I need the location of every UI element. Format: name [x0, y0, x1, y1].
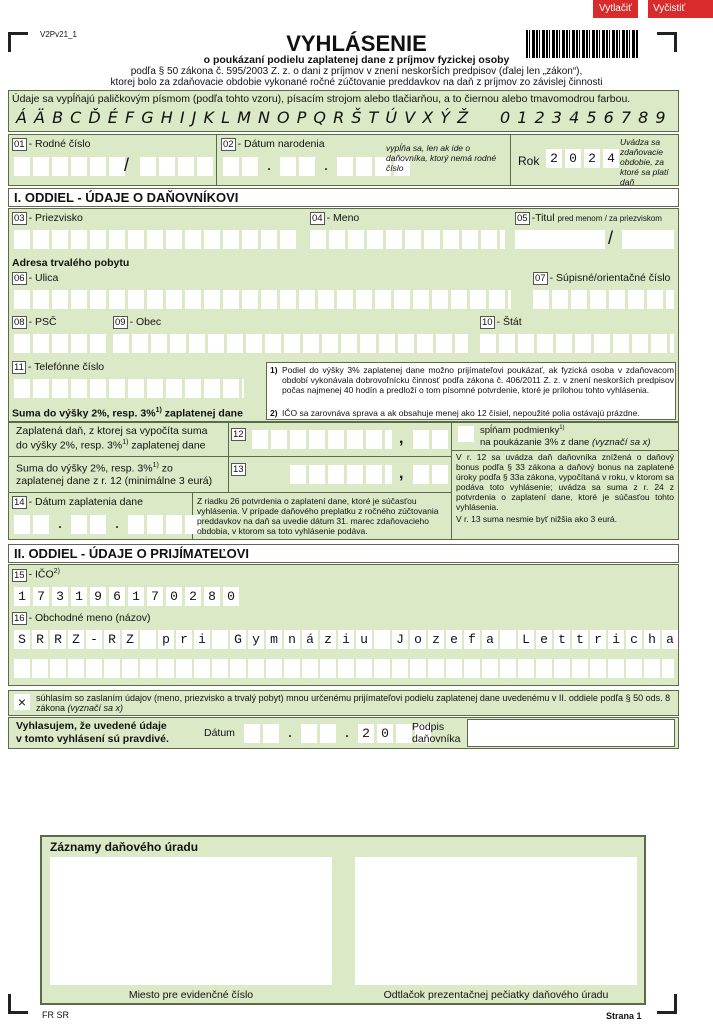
business-name-char[interactable]: o — [410, 630, 426, 649]
ico-label: - IČO — [28, 568, 54, 581]
year-note: Uvádza sa zdaňovacie obdobie, za ktoré sa platí daň — [620, 137, 669, 187]
divider — [216, 134, 217, 186]
business-name-char[interactable] — [500, 630, 516, 649]
date-label: Dátum — [204, 727, 235, 739]
declaration-text: Vyhlasujem, že uvedené údaje v tomto vyhlásení sú pravdivé. — [16, 720, 169, 745]
sample-letters: Á Ä B C Ď É F G H I J K L M N O P Q R Š T Ú V X Ý Ž — [16, 108, 470, 127]
print-button[interactable]: Vytlačiť — [593, 0, 638, 18]
year-field[interactable]: 2 0 2 4 — [546, 149, 619, 168]
birth-date-field[interactable]: . . — [223, 157, 410, 176]
header-line: podľa § 50 zákona č. 595/2003 Z. z. o dani z príjmov v znení neskorších predpisov (ďalej len „zákon“), — [130, 66, 583, 77]
business-name-char[interactable]: Z — [68, 630, 84, 649]
house-number-label: - Súpisné/orientačné číslo — [549, 272, 671, 284]
corner-mark — [657, 994, 677, 1014]
row13-info: V r. 13 suma nesmie byť nižšia ako 3 eurá. — [456, 514, 617, 524]
country-label: - Štát — [496, 316, 522, 328]
business-name-char[interactable]: a — [662, 630, 678, 649]
form-code: V2Pv21_1 — [40, 30, 77, 39]
birth-number-label: - Rodné číslo — [28, 138, 91, 150]
business-name-char[interactable]: h — [644, 630, 660, 649]
surname-label: - Priezvisko — [28, 212, 83, 224]
page-subtitle: o poukázaní podielu zaplatenej dane z príjmov fyzickej osoby — [203, 54, 510, 66]
phone-field[interactable] — [14, 379, 244, 398]
business-name-char[interactable]: n — [284, 630, 300, 649]
business-name-char[interactable]: e — [446, 630, 462, 649]
business-name-char[interactable]: G — [230, 630, 246, 649]
city-label: - Obec — [129, 316, 162, 328]
business-name-char[interactable]: f — [464, 630, 480, 649]
business-name-char[interactable]: R — [50, 630, 66, 649]
row13-label: Suma do výšky 2%, resp. 3%$^{1)}$ zo zaplatenej dane z r. 12 (minimálne 3 eurá) — [16, 462, 213, 487]
business-name-label: - Obchodné meno (názov) — [28, 612, 151, 624]
business-name-field-line2[interactable] — [14, 659, 674, 678]
birth-number-part1[interactable] — [14, 157, 125, 176]
business-name-char[interactable]: e — [536, 630, 552, 649]
sample-digits: 0 1 2 3 4 5 6 7 8 9 — [500, 108, 667, 127]
field-number: 02 — [223, 139, 234, 150]
business-name-char[interactable]: L — [518, 630, 534, 649]
business-name-char[interactable]: z — [320, 630, 336, 649]
postal-code-field[interactable] — [14, 334, 106, 353]
business-name-char[interactable]: R — [104, 630, 120, 649]
city-field[interactable] — [113, 334, 468, 353]
clear-fields-button[interactable]: Vyčistiť polia — [648, 0, 713, 18]
birth-date-note: vypĺňa sa, len ak ide o daňovníka, ktorý nemá rodné číslo — [386, 143, 497, 173]
row12-info: V r. 12 sa uvádza daň daňovníka znížená o daňový bonus podľa § 33 zákona a daňový bonus na zaplatené úroky podľa § 33a zákona, vypočítaná v roku, v ktorom sa podáva toto vyhlásenie; uvádza sa suma z r. 24 z potvrdenia o zaplatení dane, ktoré je súčasťou tohto vyhlásenia. — [456, 452, 674, 512]
field-number: 01 — [14, 139, 25, 150]
street-label: - Ulica — [28, 272, 59, 284]
business-name-char[interactable]: r — [590, 630, 606, 649]
three-percent-label: spĺňam podmienky$^{1)}$ — [480, 425, 565, 437]
first-name-field[interactable] — [310, 230, 505, 249]
consent-checkbox[interactable]: × — [14, 694, 30, 710]
country-field[interactable] — [480, 334, 674, 353]
business-name-char[interactable]: t — [554, 630, 570, 649]
business-name-char[interactable] — [140, 630, 156, 649]
title-label: -Titul — [531, 212, 555, 224]
postal-code-label: - PSČ — [28, 316, 57, 328]
business-name-char[interactable]: y — [248, 630, 264, 649]
signature-field[interactable] — [467, 719, 675, 747]
stamp-box — [355, 857, 637, 985]
business-name-char[interactable]: J — [392, 630, 408, 649]
surname-field[interactable] — [14, 230, 298, 249]
phone-label: - Telefónne číslo — [27, 361, 105, 373]
business-name-char[interactable]: S — [14, 630, 30, 649]
footer-left: FR SR — [42, 1010, 69, 1020]
barcode — [526, 30, 638, 58]
business-name-char[interactable]: z — [428, 630, 444, 649]
row12-cents[interactable] — [413, 430, 448, 449]
house-number-field[interactable] — [533, 290, 674, 309]
consent-text: súhlasím so zaslaním údajov (meno, priezvisko a trvalý pobyt) mnou určenému prijímateľovi podielu zaplatenej dane uvedenému v II. oddiele podľa § 50 ods. 8 zákona (vyznačí sa x) — [36, 693, 671, 713]
business-name-char[interactable]: r — [176, 630, 192, 649]
business-name-char[interactable] — [212, 630, 228, 649]
business-name-char[interactable]: R — [32, 630, 48, 649]
business-name-char[interactable]: u — [356, 630, 372, 649]
section-1-header: I. ODDIEL - ÚDAJE O DAŇOVNÍKOVI — [8, 188, 679, 207]
row13-cents[interactable] — [413, 465, 448, 484]
business-name-field[interactable] — [14, 630, 678, 649]
amount-heading: Suma do výšky 2%, resp. 3%$^{1)}$ zaplatenej dane — [12, 407, 243, 420]
business-name-char[interactable]: c — [626, 630, 642, 649]
header-line: ktorej bolo za zdaňovacie obdobie vykonané ročné zúčtovanie preddavkov na daň z príjmov zo závislej činnosti — [110, 77, 603, 88]
street-field[interactable] — [14, 290, 511, 309]
business-name-char[interactable]: i — [338, 630, 354, 649]
business-name-char[interactable]: i — [194, 630, 210, 649]
three-percent-checkbox[interactable] — [458, 426, 474, 442]
address-heading: Adresa trvalého pobytu — [12, 257, 130, 269]
payment-date-field[interactable]: . . — [14, 515, 201, 534]
section-2-header: II. ODDIEL - ÚDAJE O PRIJÍMATEĽOVI — [8, 544, 679, 563]
business-name-char[interactable]: i — [608, 630, 624, 649]
title-before-field[interactable] — [515, 230, 605, 249]
signature-date-field[interactable]: . . 2 0 — [244, 724, 431, 743]
ico-field[interactable]: 1 7 3 1 9 6 1 7 0 2 8 0 — [14, 587, 239, 606]
registration-number-box — [50, 857, 332, 985]
corner-mark — [8, 994, 28, 1014]
business-name-char[interactable]: Z — [122, 630, 138, 649]
page-title: VYHLÁSENIE — [286, 31, 427, 56]
row12-label: Zaplatená daň, z ktorej sa vypočíta suma do výšky 2%, resp. 3%$^{1)}$ zaplatenej dane — [16, 425, 208, 452]
year-label: Rok — [518, 154, 540, 168]
row13-field[interactable] — [290, 465, 392, 484]
signature-label: Podpis daňovníka — [412, 721, 461, 745]
instructions-text: Údaje sa vypĺňajú paličkovým písmom (podľa tohto vzoru), písacím strojom alebo tlačiarňou, a to čiernou alebo tmavomodrou farbou. — [12, 93, 631, 105]
row12-field[interactable] — [252, 430, 392, 449]
stamp-label: Odtlačok prezentačnej pečiatky daňového úradu — [383, 989, 609, 1001]
footnote-2: IČO sa zarovnáva sprava a ak obsahuje menej ako 12 čísiel, nepoužité polia ostávajú prázdne. — [282, 408, 640, 418]
payment-date-note: Z riadku 26 potvrdenia o zaplatení dane, ktoré je súčasťou vyhlásenia. V prípade daňového preplatku z ročného zúčtovania preddavkov na daň sa uvedie dátum 31. marec zdaňovacieho obdobia, v ktorom sa toto vyhlásenie podáva. — [197, 496, 439, 536]
business-name-char[interactable] — [374, 630, 390, 649]
registration-number-label: Miesto pre evidenčné číslo — [128, 989, 254, 1001]
divider — [510, 134, 511, 186]
business-name-char[interactable]: á — [302, 630, 318, 649]
footnote-1: Podiel do výšky 3% zaplatenej dane možno prijímateľovi poukázať, ak fyzická osoba v zdaňovacom období vykonávala dobrovoľnícku činnosť podľa zákona č. 406/2011 Z. z. v znení neskorších predpisov počas najmenej 40 hodín a predloží o tom písomné potvrdenie, ktoré je prílohou tohto vyhlásenia. — [282, 365, 674, 395]
page-number: Strana 1 — [606, 1011, 642, 1021]
business-name-char[interactable]: m — [266, 630, 282, 649]
title-after-field[interactable] — [622, 230, 674, 249]
first-name-label: - Meno — [326, 212, 360, 224]
birth-number-part2[interactable] — [140, 157, 213, 176]
tax-office-title: Záznamy daňového úradu — [50, 840, 199, 854]
payment-date-label: - Dátum zaplatenia dane — [28, 496, 143, 508]
business-name-char[interactable]: a — [482, 630, 498, 649]
business-name-char[interactable]: t — [572, 630, 588, 649]
business-name-char[interactable]: - — [86, 630, 102, 649]
business-name-char[interactable]: p — [158, 630, 174, 649]
birth-date-label: - Dátum narodenia — [237, 138, 325, 150]
slash: / — [124, 155, 130, 175]
